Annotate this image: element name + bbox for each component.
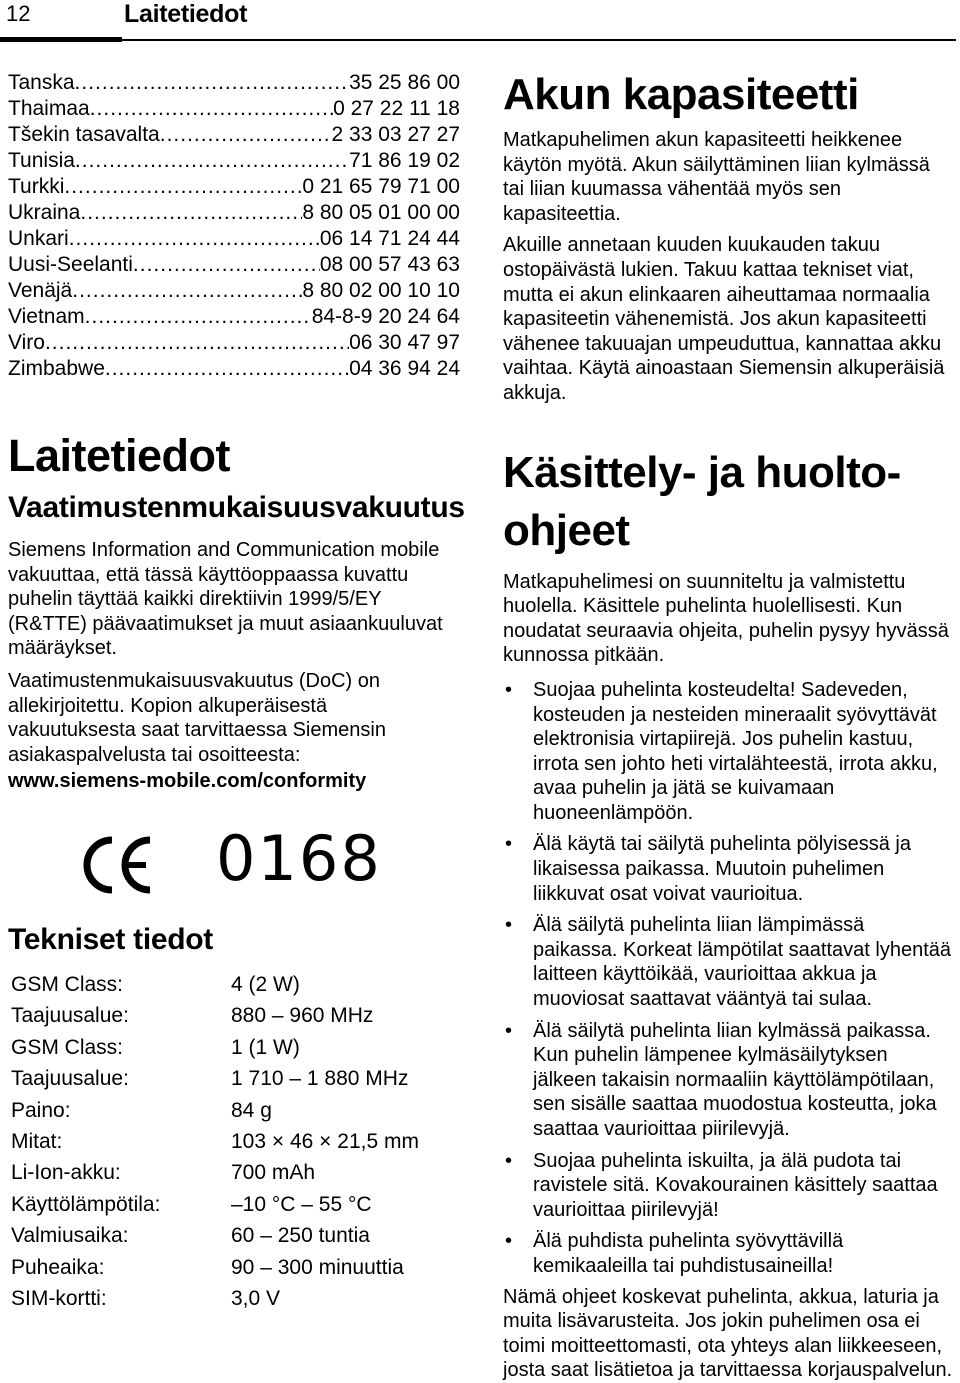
care-bullet-text: Älä säilytä puhelinta liian lämpimässä paikassa. Korkeat lämpötilat saattavat lyhentää laitteen käyttöikää, vaurioittaa akkua ja muoviosat saattavat vääntyä tai sulaa. xyxy=(533,914,952,1011)
care-bullet-text: Suojaa puhelinta kosteudelta! Sadeveden, kosteuden ja nesteiden mineraalit syövyttävät elektronisia virtapiirejä. Jos puhelin kastuu, irrota sen johto heti virtalähteestä, irrota akku, avaa puhelin ja jätä se kuivamaan huoneenlämpöön. xyxy=(533,678,938,824)
conformity-title: Vaatimustenmukaisuusvakuutus xyxy=(8,491,465,524)
dot-leader xyxy=(90,96,333,122)
spec-value: 1 710 – 1 880 MHz xyxy=(231,1067,409,1091)
dot-leader xyxy=(105,356,349,382)
section-title: Laitetiedot xyxy=(8,430,231,481)
country-phone-list xyxy=(8,70,460,382)
spec-value: 1 (1 W) xyxy=(231,1035,300,1059)
country-row xyxy=(8,226,460,252)
care-bullet-list xyxy=(503,678,953,1279)
country-phone-number: 04 36 94 24 xyxy=(349,357,460,380)
conformity-url: www.siemens-mobile.com/conformity xyxy=(8,770,367,793)
care-bullet-item xyxy=(503,1019,953,1142)
tech-specs-title: Tekniset tiedot xyxy=(8,923,213,956)
spec-row xyxy=(11,1126,451,1157)
spec-row xyxy=(11,1032,451,1063)
country-name: Uusi-Seelanti xyxy=(8,253,133,276)
country-phone-number: 0 27 22 11 18 xyxy=(333,97,460,120)
spec-label: Taajuusalue: xyxy=(11,1004,129,1028)
spec-row xyxy=(11,1157,451,1188)
left-column xyxy=(8,70,465,794)
spec-value: 4 (2 W) xyxy=(231,973,300,996)
country-row xyxy=(8,70,460,96)
spec-label: Valmiusaika: xyxy=(11,1224,129,1248)
dot-leader xyxy=(75,148,349,174)
country-phone-number: 8 80 05 01 00 00 xyxy=(302,201,460,224)
spec-row xyxy=(11,1220,451,1251)
spec-row xyxy=(11,1252,451,1283)
country-name: Thaimaa xyxy=(8,97,90,120)
tech-specs-table xyxy=(11,969,451,1314)
spec-row xyxy=(11,1000,451,1031)
spec-row xyxy=(11,1095,451,1126)
spec-label: Paino: xyxy=(11,1098,71,1122)
conformity-paragraph-1: Siemens Information and Communication mobile vakuuttaa, että tässä käyttöoppaassa kuvattu puhelin täyttää kaikki direktiivin 1999/5/EY (R&TTE) päävaatimukset ja muut asiaankuuluvat määräykset. xyxy=(8,539,443,660)
dot-leader xyxy=(72,278,302,304)
page-header xyxy=(0,0,960,44)
spec-label: GSM Class: xyxy=(11,973,124,996)
header-rule-thin xyxy=(122,39,956,41)
country-row xyxy=(8,304,460,330)
spec-label: Taajuusalue: xyxy=(11,1067,129,1091)
spec-value: 103 × 46 × 21,5 mm xyxy=(231,1129,419,1153)
header-rule-thick xyxy=(0,37,122,42)
country-phone-number: 84-8-9 20 24 64 xyxy=(311,305,460,328)
care-bullet-item xyxy=(503,1149,953,1223)
country-phone-number: 0 21 65 79 71 00 xyxy=(302,175,460,198)
care-bullet-text: Älä säilytä puhelinta liian kylmässä paikassa. Kun puhelin lämpenee kylmäsäilytyksen jälkeen takaisin normaaliin käyttölämpötilaan, sen sisälle saattaa muodostua kosteutta, joka saattaa vaurioittaa piirilevyjä. xyxy=(533,1019,937,1140)
bullet-icon: • xyxy=(505,1149,513,1172)
country-name: Zimbabwe xyxy=(8,357,105,380)
spec-row xyxy=(11,1189,451,1220)
spec-value: –10 °C – 55 °C xyxy=(231,1192,372,1216)
care-title-line-2: ohjeet xyxy=(503,505,630,555)
conformity-paragraph-2: Vaatimustenmukaisuusvakuutus (DoC) on allekirjoitettu. Kopion alkuperäisestä vakuutuksesta saat tarvittaessa Siemensin asiakaspalvelusta tai osoitteesta: xyxy=(8,669,386,766)
care-bullet-text: Suojaa puhelinta iskuilta, ja älä pudota tai ravistele sitä. Kovakourainen käsittely saattaa vaurioittaa piirilevyjä! xyxy=(533,1149,938,1221)
country-name: Tunisia xyxy=(8,149,75,172)
spec-row xyxy=(11,1283,451,1314)
country-phone-number: 35 25 86 00 xyxy=(349,71,460,94)
care-bullet-text: Älä käytä tai säilytä puhelinta pölyisessä ja likaisessa paikassa. Muutoin puhelimen liikkuvat osat voivat vaurioitua. xyxy=(533,833,911,905)
spec-value: 880 – 960 MHz xyxy=(231,1004,374,1028)
country-row xyxy=(8,122,460,148)
country-row xyxy=(8,174,460,200)
dot-leader xyxy=(45,330,349,356)
bullet-icon: • xyxy=(505,833,513,856)
ce-mark-block xyxy=(78,822,398,900)
care-bullet-item xyxy=(503,913,953,1011)
bullet-icon: • xyxy=(505,678,513,701)
care-outro: Nämä ohjeet koskevat puhelinta, akkua, laturia ja muita lisävarusteita. Jos jokin puhelimen osa ei toimi moitteettomasti, ota yhteys alan liikkeeseen, josta saat lisätietoa ja tarvittaessa korjauspalvelun. xyxy=(503,1285,953,1382)
running-title: Laitetiedot xyxy=(124,0,248,28)
dot-leader xyxy=(85,304,312,330)
battery-paragraph-1: Matkapuhelimen akun kapasiteetti heikkenee käytön myötä. Akun säilyttäminen liian kylmässä tai liian kuumassa vähentää myös sen kapasiteettia. xyxy=(503,129,930,225)
country-phone-number: 71 86 19 02 xyxy=(349,149,460,172)
country-phone-number: 06 30 47 97 xyxy=(349,331,460,354)
right-column xyxy=(503,70,953,1383)
dot-leader xyxy=(133,252,320,278)
care-title-line-1: Käsittely- ja huolto- xyxy=(503,447,901,497)
bullet-icon: • xyxy=(505,914,513,937)
dot-leader xyxy=(160,122,332,148)
country-name: Ukraina xyxy=(8,201,81,224)
spec-label: Käyttölämpötila: xyxy=(11,1192,161,1216)
country-name: Tšekin tasavalta xyxy=(8,123,160,146)
country-row xyxy=(8,96,460,122)
country-name: Venäjä xyxy=(8,279,73,302)
page-number: 12 xyxy=(6,1,31,26)
spec-label: SIM-kortti: xyxy=(11,1286,107,1310)
care-bullet-item xyxy=(503,832,953,906)
country-name: Vietnam xyxy=(8,305,85,328)
country-phone-number: 2 33 03 27 27 xyxy=(331,123,460,146)
spec-label: Puheaika: xyxy=(11,1255,105,1279)
spec-value: 60 – 250 tuntia xyxy=(231,1224,370,1248)
care-intro: Matkapuhelimesi on suunniteltu ja valmistettu huolella. Käsittele puhelinta huolellisesti. Kun noudatat seuraavia ohjeita, puhelin pysyy hyvässä kunnossa pitkään. xyxy=(503,570,949,667)
battery-paragraph-2: Akuille annetaan kuuden kuukauden takuu ostopäivästä lukien. Takuu kattaa tekniset viat, mutta ei akun elinkaaren aiheuttamaa normaalia kapasiteetin vähenemistä. Jos akun kapasiteetti vähenee takuuajan umpeuduttua, kannattaa akku vaihtaa. Käytä ainoastaan Siemensin alkuperäisiä akkuja. xyxy=(503,234,945,404)
dot-leader xyxy=(80,200,302,226)
country-phone-number: 08 00 57 43 63 xyxy=(319,253,460,276)
country-name: Viro xyxy=(8,331,45,354)
spec-row xyxy=(11,1063,451,1094)
spec-value: 700 mAh xyxy=(231,1161,316,1185)
bullet-icon: • xyxy=(505,1230,513,1253)
country-row xyxy=(8,356,460,382)
dot-leader xyxy=(75,70,350,96)
spec-value: 3,0 V xyxy=(231,1286,281,1310)
dot-leader xyxy=(64,174,302,200)
care-bullet-item xyxy=(503,1229,953,1278)
country-name: Unkari xyxy=(8,227,69,250)
country-name: Tanska xyxy=(8,71,75,94)
country-row xyxy=(8,200,460,226)
bullet-icon: • xyxy=(505,1019,513,1042)
country-phone-number: 8 80 02 00 10 10 xyxy=(302,279,460,302)
spec-value: 84 g xyxy=(231,1098,272,1122)
spec-label: Mitat: xyxy=(11,1129,63,1153)
country-name: Turkki xyxy=(8,175,65,198)
ce-number: 0168 xyxy=(216,822,382,895)
spec-label: Li-Ion-akku: xyxy=(11,1161,121,1185)
care-bullet-item xyxy=(503,678,953,826)
spec-value: 90 – 300 minuuttia xyxy=(231,1255,404,1279)
country-row xyxy=(8,148,460,174)
care-title xyxy=(503,444,953,560)
country-row xyxy=(8,330,460,356)
country-phone-number: 06 14 71 24 44 xyxy=(319,227,460,250)
country-row xyxy=(8,278,460,304)
spec-row xyxy=(11,969,451,1000)
spec-label: GSM Class: xyxy=(11,1035,124,1059)
country-row xyxy=(8,252,460,278)
care-bullet-text: Älä puhdista puhelinta syövyttävillä kemikaaleilla tai puhdistusaineilla! xyxy=(533,1230,844,1277)
battery-title: Akun kapasiteetti xyxy=(503,70,859,119)
dot-leader xyxy=(69,226,320,252)
